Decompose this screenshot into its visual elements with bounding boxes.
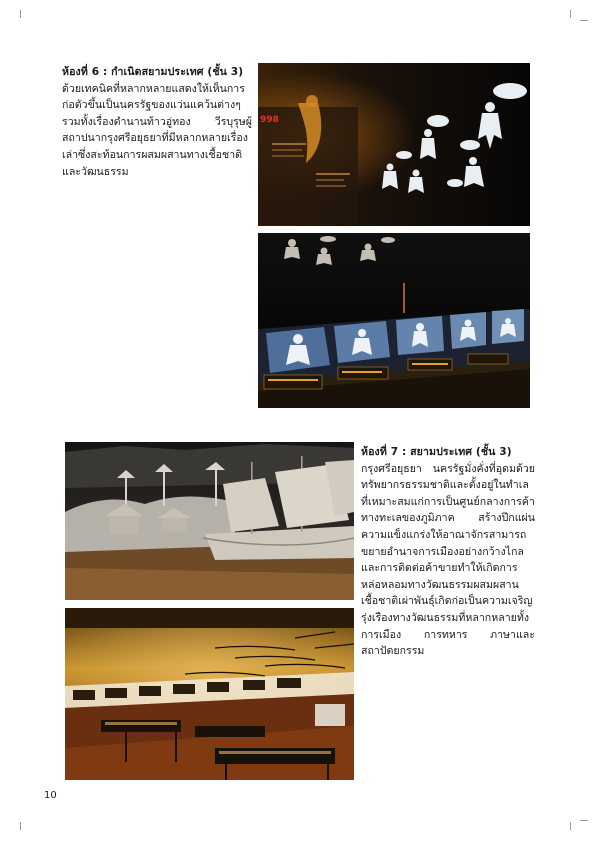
crop-mark bbox=[580, 820, 588, 821]
crop-mark bbox=[570, 10, 571, 18]
room7-title: ห้องที่ 7 : สยามประเทศ (ชั้น 3) bbox=[361, 446, 512, 458]
room7-body: กรุงศรีอยุธยา นครรัฐมั่งคั่งที่อุดมด้วยทรัพยากรธรรมชาติและตั้งอยู่ในทำเลที่เหมาะสมแก่การเป็นศูนย์กลางการค้าทางทะเลของภูมิภาค สร้างปึกแผ่นความแข็งแกร่งให้อาณาจักรสามารถขยายอำนาจการเมืองอย่างกว้างไกล และการติดต่อค้าขายทำให้เกิดการหล่อหลอมทางวัฒนธรรมผสมผสานเชื้อชาติเผ่าพันธุ์เกิดก่อเป็นความเจริญรุ่งเรืองทางวัฒนธรรมที่หลากหลายทั้งการเมือง การทหาร ภาษาและสถาปัตยกรรม bbox=[361, 462, 535, 658]
room6-body: ด้วยเทคนิคที่หลากหลายแสดงให้เห็นการก่อตัวขึ้นเป็นนครรัฐของแว่นแคว้นต่างๆ รวมทั้งเรื่องตำนานท้าวอู่ทอง วีรบุรุษผู้สถาปนากรุงศรีอยุธยาที่มีหลากหลายเรื่องเล่าซึ่งสะท้อนการผสมผสานทางเชื้อชาติและวัฒนธรรม bbox=[62, 82, 252, 178]
room7-photo-gallery bbox=[65, 608, 354, 780]
room7-section bbox=[361, 444, 535, 660]
room6-title: ห้องที่ 6 : กำเนิดสยามประเทศ (ชั้น 3) bbox=[62, 66, 244, 78]
year-label: 998 bbox=[260, 115, 279, 125]
crop-mark bbox=[20, 10, 21, 18]
crop-mark bbox=[580, 20, 588, 21]
room6-section bbox=[62, 64, 252, 180]
crop-mark bbox=[570, 822, 571, 830]
crop-mark bbox=[20, 822, 21, 830]
room6-photo-display-table bbox=[258, 233, 530, 408]
page-number: 10 bbox=[44, 790, 57, 801]
room6-photo-shadow-puppets bbox=[258, 63, 530, 226]
room7-photo-ship-diorama bbox=[65, 442, 354, 600]
